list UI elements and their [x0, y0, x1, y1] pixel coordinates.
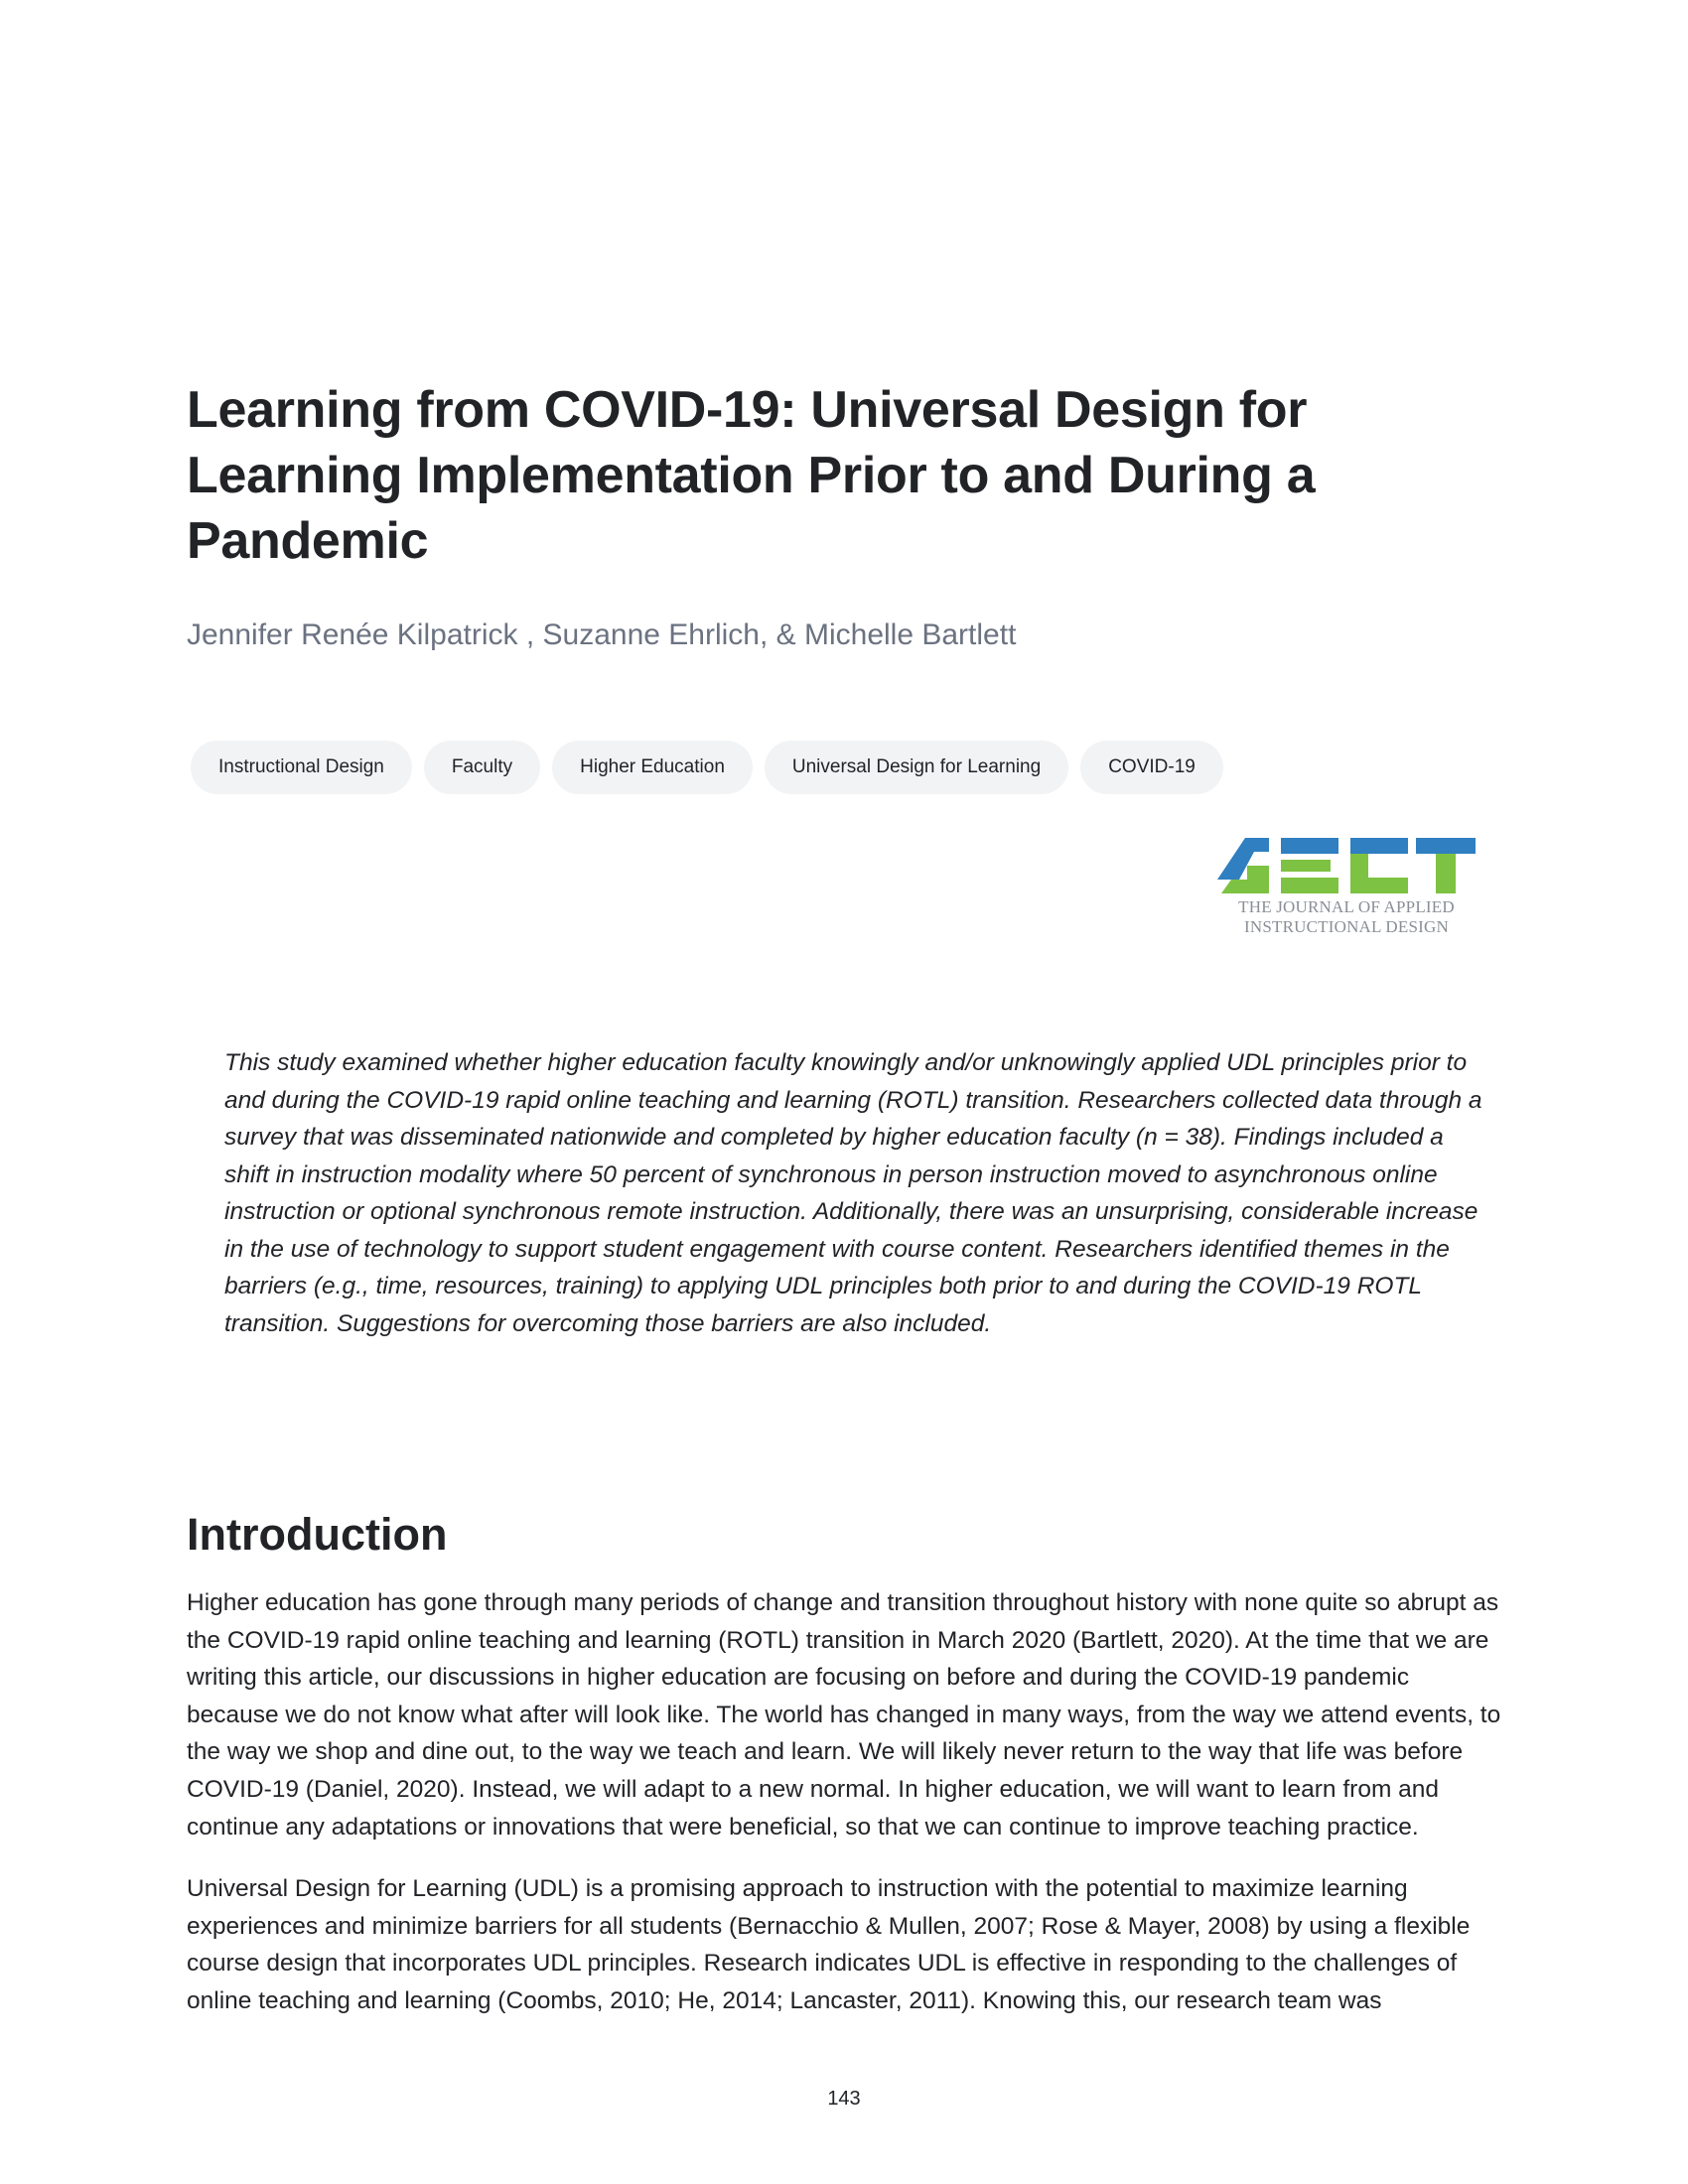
abstract: This study examined whether higher education faculty knowingly and/or unknowingly applied UDL principles prior to and during the COVID-19 rapid online teaching and learning (ROTL) transition. Researchers collected data through a survey that was disseminated nationwide and completed by higher education faculty (n = 38). Findings included a shift in instruction modality where 50 percent of synchronous in person instruction moved to asynchronous online instruction or optional synchronous remote instruction. Additionally, there was an unsurprising, considerable increase in the use of technology to support student engagement with course content. Researchers identified themes in the barriers (e.g., time, resources, training) to applying UDL principles both prior to and during the COVID-19 ROTL transition. Suggestions for overcoming those barriers are also included.: [224, 1049, 1482, 1337]
page-number: 143: [827, 2088, 861, 2110]
keyword-tags: [191, 741, 1223, 794]
article-authors: Jennifer Renée Kilpatrick , Suzanne Ehrlich, & Michelle Bartlett: [187, 618, 1017, 651]
introduction-heading: Introduction: [187, 1509, 448, 1560]
tag-higher-education[interactable]: Higher Education: [552, 741, 753, 794]
aect-logo-icon: [1217, 836, 1476, 895]
tag-universal-design-for-learning[interactable]: Universal Design for Learning: [765, 741, 1068, 794]
logo-caption-line2: INSTRUCTIONAL DESIGN: [1244, 917, 1449, 936]
logo-caption-line1: THE JOURNAL OF APPLIED: [1238, 897, 1455, 916]
logo-caption: [1217, 897, 1476, 937]
introduction-paragraph-1: Higher education has gone through many periods of change and transition throughout history with none quite so abrupt as the COVID-19 rapid online teaching and learning (ROTL) transition in March 2020 (Bartlett, 2020). At the time that we are writing this article, our discussions in higher education are focusing on before and during the COVID-19 pandemic because we do not know what after will look like. The world has changed in many ways, from the way we attend events, to the way we shop and dine out, to the way we teach and learn. We will likely never return to the way that life was before COVID-19 (Daniel, 2020). Instead, we will adapt to a new normal. In higher education, we will want to learn from and continue any adaptations or innovations that were beneficial, so that we can continue to improve teaching practice.: [187, 1589, 1501, 1841]
introduction-paragraph-2: Universal Design for Learning (UDL) is a promising approach to instruction with the potential to maximize learning experiences and minimize barriers for all students (Bernacchio & Mullen, 2007; Rose & Mayer, 2008) by using a flexible course design that incorporates UDL principles. Research indicates UDL is effective in responding to the challenges of online teaching and learning (Coombs, 2010; He, 2014; Lancaster, 2011). Knowing this, our research team was: [187, 1875, 1471, 2014]
tag-faculty[interactable]: Faculty: [424, 741, 540, 794]
article-title: Learning from COVID-19: Universal Design for Learning Implementation Prior to and During a Pandemic: [187, 381, 1316, 570]
aect-journal-logo: [1217, 836, 1476, 935]
tag-covid-19[interactable]: COVID-19: [1080, 741, 1223, 794]
tag-instructional-design[interactable]: Instructional Design: [191, 741, 412, 794]
